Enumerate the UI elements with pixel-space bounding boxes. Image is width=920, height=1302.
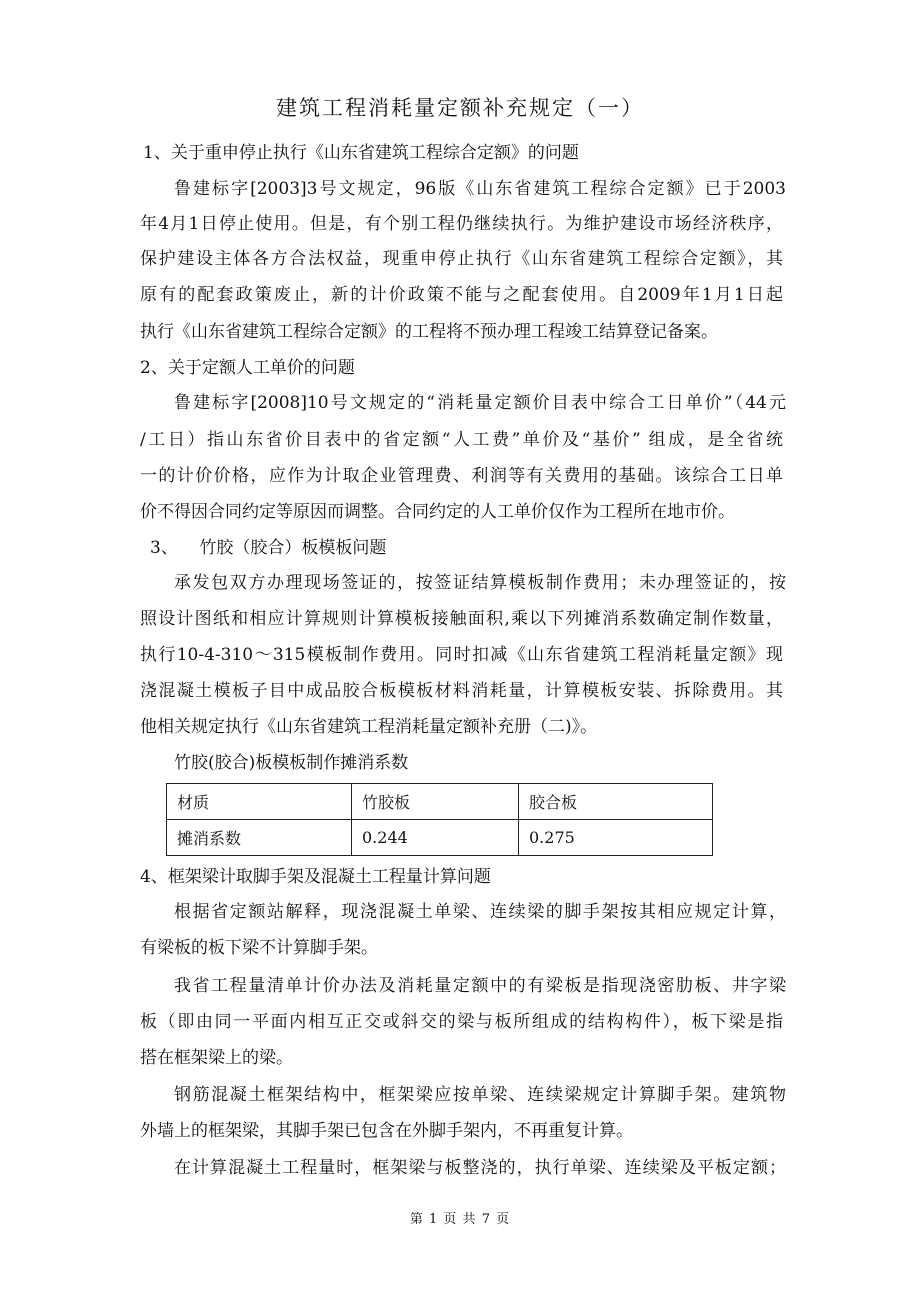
paragraph-line: 年4月1日停止使用。但是，有个别工程仍继续执行。为维护建设市场经济秩序，	[140, 214, 783, 234]
table-row	[167, 820, 713, 856]
paragraph-line: 搭在框架梁上的梁。	[140, 1048, 293, 1068]
table-header-row	[167, 784, 713, 820]
table-cell: 竹胶板	[352, 784, 519, 820]
paragraph-line: 钢筋混凝土框架结构中，框架梁应按单梁、连续梁规定计算脚手架。建筑物	[174, 1085, 786, 1105]
paragraph-line: 照设计图纸和相应计算规则计算模板接触面积,乘以下列摊消系数确定制作数量，	[140, 609, 783, 629]
table-cell: 摊消系数	[167, 820, 352, 856]
paragraph-line: 根据省定额站解释，现浇混凝土单梁、连续梁的脚手架按其相应规定计算，	[174, 902, 786, 922]
document-title: 建筑工程消耗量定额补充规定（一）	[276, 96, 644, 120]
section-heading-3: 3、 竹胶（胶合）板模板问题	[150, 538, 387, 558]
paragraph-line: 价不得因合同约定等原因而调整。合同约定的人工单价仅作为工程所在地市价。	[140, 502, 735, 522]
paragraph-line: 浇混凝土模板子目中成品胶合板模板材料消耗量，计算模板安装、拆除费用。其	[140, 681, 783, 701]
table-cell: 胶合板	[519, 784, 713, 820]
paragraph-line: 承发包双方办理现场签证的，按签证结算模板制作费用；未办理签证的，按	[174, 573, 786, 593]
table-cell: 0.244	[352, 820, 519, 856]
paragraph-line: 在计算混凝土工程量时，框架梁与板整浇的，执行单梁、连续梁及平板定额；	[174, 1158, 786, 1178]
paragraph-line: 鲁建标字[2008]10号文规定的“消耗量定额价目表中综合工日单价”（44元	[174, 393, 786, 413]
coefficient-table	[166, 783, 713, 856]
section-heading-2: 2、关于定额人工单价的问题	[140, 358, 355, 378]
paragraph-line: 原有的配套政策废止，新的计价政策不能与之配套使用。自2009年1月1日起	[140, 285, 783, 305]
paragraph-line: 鲁建标字[2003]3号文规定，96版《山东省建筑工程综合定额》已于2003	[174, 179, 786, 199]
section-heading-1: 1、关于重申停止执行《山东省建筑工程综合定额》的问题	[143, 143, 579, 163]
paragraph-line: 执行10-4-310～315模板制作费用。同时扣减《山东省建筑工程消耗量定额》现	[140, 645, 783, 665]
paragraph-line: 板（即由同一平面内相互正交或斜交的梁与板所组成的结构构件），板下梁是指	[140, 1012, 783, 1032]
table-caption: 竹胶(胶合)板模板制作摊消系数	[174, 753, 409, 773]
table-cell: 材质	[167, 784, 352, 820]
section-heading-4: 4、框架梁计取脚手架及混凝土工程量计算问题	[140, 867, 491, 887]
table-cell: 0.275	[519, 820, 713, 856]
paragraph-line: /工日）指山东省价目表中的省定额“人工费”单价及“基价” 组成，是全省统	[140, 430, 783, 450]
page-footer: 第 1 页 共 7 页	[409, 1212, 511, 1227]
paragraph-line: 执行《山东省建筑工程综合定额》的工程将不预办理工程竣工结算登记备案。	[140, 322, 718, 342]
paragraph-line: 有梁板的板下梁不计算脚手架。	[140, 938, 378, 958]
paragraph-line: 保护建设主体各方合法权益，现重申停止执行《山东省建筑工程综合定额》，其	[140, 249, 783, 269]
paragraph-line: 我省工程量清单计价办法及消耗量定额中的有梁板是指现浇密肋板、井字梁	[174, 976, 786, 996]
paragraph-line: 外墙上的框架梁，其脚手架已包含在外脚手架内，不再重复计算。	[140, 1121, 633, 1141]
paragraph-line: 他相关规定执行《山东省建筑工程消耗量定额补充册（二)》。	[140, 717, 598, 737]
paragraph-line: 一的计价价格，应作为计取企业管理费、利润等有关费用的基础。该综合工日单	[140, 466, 783, 486]
